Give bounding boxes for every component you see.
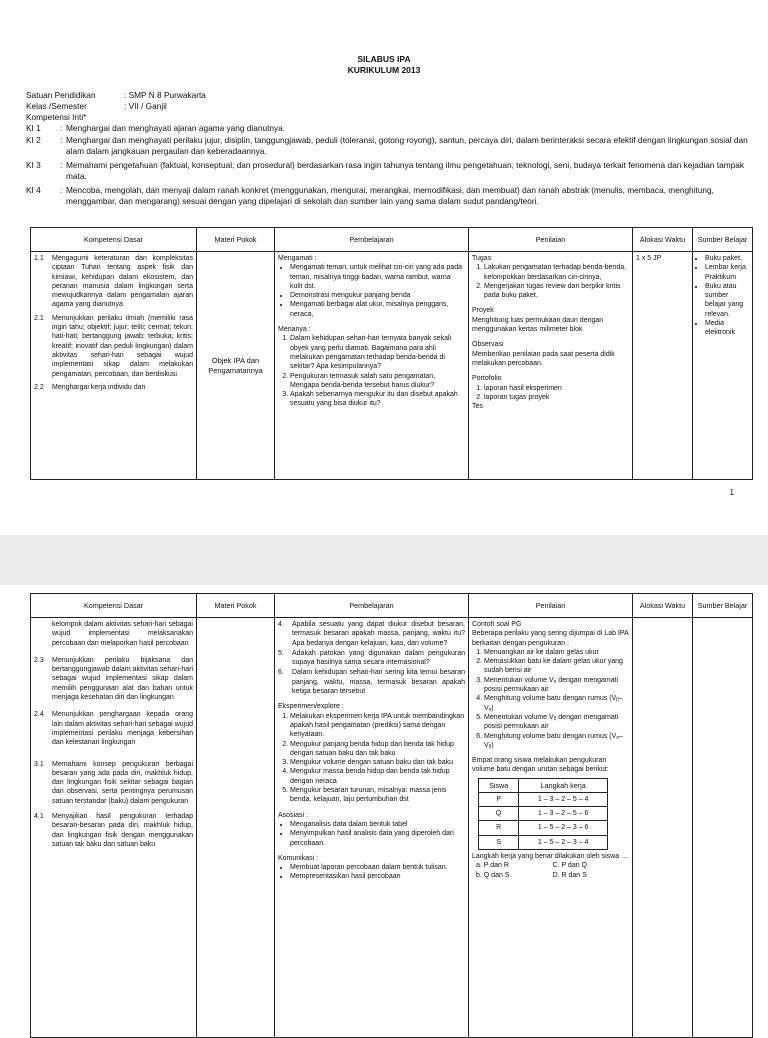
menanya-item: 5. Adakah patokan yang digunakan dalam pengukuran supaya hasilnya sama secara internasional? [278, 649, 465, 667]
proyek-text: Menghitung luas permukaan daun dengan menggunakan kertas milimeter blok [472, 316, 604, 334]
section-title: Komunikasi : [278, 854, 319, 862]
option: a. P dan R [476, 862, 509, 870]
ki-key: KI 2 [26, 135, 41, 145]
cell: 1 – 5 – 2 – 3 – 4 [519, 835, 608, 849]
kompetensi-inti-label: Kompetensi Inti* [26, 112, 87, 122]
document-title: SILABUS IPA [357, 54, 411, 64]
page-gap [0, 535, 768, 585]
kd-cell [31, 618, 197, 1038]
table-header-row [31, 228, 753, 252]
pembelajaran-cell [275, 618, 469, 1038]
section-title: Tugas [472, 255, 492, 262]
kd-item: 1.1 Mengagumi keteraturan dan kompleksitas ciptaan Tuhan tentang aspek fisik dan kimiawi, kehidupan dalam ekosistem, dan peranan manusia dalam lingkungan serta mewujudkannya dalam pengamalan ajaran agama yang dianutnya [34, 255, 193, 309]
kd-item: 2.3 Menunjukkan perilaku bijaksana dan bertanggungjawab dalam aktivitas sehari-hari sebagai wujud implementasi sikap dalam memilih penggunaan alat dan bahan untuk menjaga kesehatan diri dan lingkungan [34, 656, 193, 702]
list-item: 2. Mengerjakan tugas review dan berpikir kritis pada buku paket. [484, 282, 629, 301]
alokasi-cell: 1 x 5 JP [633, 252, 693, 480]
ki-key: KI 4 [26, 185, 41, 195]
col-header: Pembelajaran [275, 594, 469, 618]
table-row [31, 252, 753, 480]
col-header: Langkah kerja [519, 778, 608, 792]
answer-options [476, 861, 629, 880]
kd-item: 2.1 Menunjukkan perilaku ilmiah (memiliki rasa ingin tahu; objektif; jujur; teliti; cermat; tekun; hati-hati; bertanggung jawab; terbuka; kritis; kreatif; inovatif dan peduli lingkungan) dalam aktivitas sehari-hari sebagai wujud implementasi sikap dalam melakukan pengamatan, percobaan, dan berdiskusi [34, 314, 193, 378]
cell: R [479, 821, 519, 835]
list-item: 1. Melakukan eksperimen kerja IPA untuk membandingkan apakah hasil pengamatan (prediksi) sama dengan kenyataan. [290, 712, 465, 740]
eksperimen-list [278, 712, 465, 805]
cell: 1 – 3 – 2 – 5 – 6 [519, 807, 608, 821]
col-header: Sumber Belajar [693, 228, 753, 252]
list-item: 2. laporan tugas proyek [484, 393, 629, 402]
question-text: Empat orang siswa melakukan pengukuran volume batu dengan urutan sebagai berikut: [472, 757, 609, 774]
section-title: Portofolio [472, 375, 502, 383]
option: b. Q dan S [476, 871, 510, 879]
list-item: 4. Menghitung volume batu dengan rumus (Vᵦ–Vₐ) [484, 694, 629, 713]
list-item: 5. Menentukan volume Vᵦ dengan mengamati posisi permukaan air [484, 713, 629, 732]
list-item: 4. Mengukur massa benda hidup dan benda tak hidup dengan neraca [290, 767, 465, 786]
kelas-value: : VII / Ganjil [124, 101, 167, 111]
list-item: 3. Menentukan volume Vₐ dengan mengamati posisi permukaan air [484, 676, 629, 695]
ki-text: Memahami pengetahuan (faktual, konseptual, dan prosedural) berdasarkan rasa ingin tahunya tentang ilmu pengetahuan, teknologi, seni, budaya terkait fenomena dan kejadian tampak mata. [66, 160, 745, 181]
option: C. P dan Q [552, 862, 588, 870]
kd-item: 2.4 Menunjukkan penghargaan kepada orang lain dalam aktivitas sehari-hari sebagai wujud implementasi perilaku menjaga kebersihan dan kelestarian lingkungan [34, 711, 193, 747]
list-item: 2. Mengukur panjang benda hidup dan benda tak hidup dengan satuan baku dan tak baku [290, 740, 465, 759]
ki-key: KI 1 [26, 123, 41, 133]
col-header: Pembelajaran [275, 228, 469, 252]
document-page-2 [0, 585, 768, 1024]
list-item: 1. Lakukan pengamatan terhadap benda-benda, kelompokkan berdasarkan ciri-cirinya, [484, 263, 629, 282]
penilaian-cell [469, 252, 633, 480]
table-row [31, 618, 753, 1038]
col-header: Siswa [479, 778, 519, 792]
list-item: • Buku atau sumber belajar yang relevan. [705, 282, 749, 319]
section-title: Proyek [472, 307, 494, 315]
list-item: • Menganalisis data dalam bentuk tabel [290, 820, 465, 829]
asosiasi-list [278, 820, 465, 848]
kelas-label: Kelas /Semester [26, 101, 87, 111]
cell: S [479, 835, 519, 849]
table-row [479, 821, 608, 835]
table-header-row [31, 594, 753, 618]
ki-text: Menghargai dan menghayati ajaran agama yang dianutnya. [66, 123, 286, 133]
list-item: 2. Memasukkan batu ke dalam gelas ukur yang sudah berisi air [484, 657, 629, 676]
list-item: 1. laporan hasil eksperimen [484, 384, 629, 393]
langkah-table [478, 778, 608, 850]
cell: P [479, 792, 519, 806]
mengamati-list [278, 263, 465, 319]
kd-item: 4.1 Menyajikan hasil pengukuran terhadap besaran-besaran pada diri, makhluk hidup, dan lingkungan fisik dengan menggunakan satuan tak baku dan satuan baku [34, 813, 193, 848]
menanya-item: 4. Apabila sesuatu yang dapat diukur disebut besaran, termasuk besaran apakah massa, panjang, waktu itu? Apa bedanya dengan kelajuan, luas, dan volume? [278, 621, 465, 647]
answer-prompt: Langkah kerja yang benar dilakukan oleh siswa .... [472, 852, 629, 860]
ki-text: Mencoba, mengolah, dan menyaji dalam ranah konkret (menggunakan, mengurai, merangkai, memodifikasi, dan membuat) dan ranah abstrak (menulis, membaca, menghitung, menggambar, dan mengarang) sesuai dengan yang dipelajari di sekolah dan sumber lain yang sama dalam sudut pandang/teori. [66, 185, 714, 206]
list-item: • Membuat laporan percobaan dalam bentuk tulisan. [290, 863, 465, 872]
kd-item: 3.1 Memahami konsep pengukuran berbagai besaran yang ada pada diri, makhluk hidup, dan lingkungan fisik sekitar sebagai bagian dari observasi, serta pentingnya perumusan satuan terstandar (baku) dalam pengukuran [34, 760, 193, 805]
menanya-item: 6. Dalam kehidupan sehari-hari sering kita temui besaran panjang, waktu, massa, termasuk besaran apakah ketiga besaran tersebut [278, 669, 465, 696]
list-item: • Mempresentasikan hasil percobaan [290, 872, 465, 881]
syllabus-table-page-1 [30, 227, 753, 480]
col-header: Kompetensi Dasar [31, 228, 197, 252]
option: D. R dan S [552, 871, 587, 879]
alokasi-cell [633, 618, 693, 1038]
sumber-cell [693, 252, 753, 480]
satuan-label: Satuan Pendidikan [26, 90, 96, 100]
list-item: 2. Pengukuran termasuk salah satu pengamatan, Mengapa benda-benda tersebut harus diukur? [290, 372, 465, 391]
list-item: • Demonstrasi mengukur panjang benda [290, 291, 465, 300]
list-item: • Buku paket, [705, 254, 749, 263]
col-header: Kompetensi Dasar [31, 594, 197, 618]
col-header: Penilaian [469, 594, 633, 618]
list-item: • Menyimpulkan hasil analisis data yang diperoleh dari percobaan. [290, 829, 465, 848]
table-row [479, 792, 608, 806]
col-header: Alokasi Waktu [633, 228, 693, 252]
tugas-list [472, 263, 629, 300]
list-item: • Mengamati teman, untuk melihat ciri-ciri yang ada pada teman, misalnya tinggi badan, warna rambut, warna kulit dst. [290, 263, 465, 291]
col-header: Alokasi Waktu [633, 594, 693, 618]
section-title: Asosiasi : [278, 811, 308, 819]
col-header: Materi Pokok [197, 594, 275, 618]
menanya-list [278, 334, 465, 408]
list-item: 1. Dalam kehidupan sehari-hari ternyata banyak sekali obyek yang perlu diamati. Bagaimana para ahli melakukan pengamatan terhadap benda-benda di sekitar? Apa kesimpulannya? [290, 334, 465, 371]
tes-text: Tes [472, 403, 483, 411]
materi-cell: Objek IPA dan Pengamatannya [197, 252, 275, 480]
langkah-list [472, 648, 629, 750]
pembelajaran-cell [275, 252, 469, 480]
list-item: 5. Mengukur besaran turunan, misalnya: massa jenis benda, kelajuan, laju pertumbuhan dst [290, 786, 465, 805]
sumber-list [696, 254, 749, 338]
syllabus-table-page-2 [30, 593, 753, 1038]
ki-text: Menghargai dan menghayati perilaku jujur, disiplin, tanggungjawab, peduli (toleransi, gotong royong), santun, percaya diri, dalam berinteraksi secara efektif dengan lingkungan sosial dan alam dalam jangkauan pergaulan dan keberadaannya. [66, 135, 748, 156]
sumber-cell [693, 618, 753, 1038]
ki-key: KI 3 [26, 160, 41, 170]
document-page-1: SILABUS IPA KURIKULUM 2013 Satuan Pendidikan : SMP N 8 Purwakarta Kelas /Semester : VII / Ganjil Kompetensi Inti* KI 1 : Menghargai dan menghayati ajaran agama yang dianutnya. KI 2 : Menghargai dan menghayati perilaku jujur, disiplin, tanggungjawab, peduli (toleransi, gotong royong), santun, percaya diri, dalam berinteraksi secara efektif dengan lingkungan sosial dan alam dalam jangkauan pergaulan dan keberadaannya. KI 3 : Memahami pengetahuan (faktual, konseptual, dan prosedural) berdasarkan rasa ingin tahunya tentang ilmu pengetahuan, teknologi, seni, budaya terkait fenomena dan kejadian tampak mata. KI 4 : Mencoba, mengolah, dan menyaji dalam ranah konkret (menggunakan, mengurai, merangkai, memodifikasi, dan membuat) dan ranah abstrak (menulis, membaca, menghitung, menggambar, dan mengarang) sesuai dengan yang dipelajari di sekolah dan sumber lain yang sama dalam sudut pandang/teori. Kompetensi Dasar Materi Pokok Pembelajaran Penilaian Alokasi Waktu Sumber Belajar 1.1 Mengagumi keteraturan dan kompleksitas ciptaan Tuhan tentang aspek fisik dan kimiawi, kehidupan dalam ekosistem, dan peranan manusia dalam lingkungan serta mewujudkannya dalam pengamalan ajaran agama yang dianutnya 2.1 Menunjukkan perilaku ilmiah (memiliki rasa ingin tahu; objektif; jujur; teliti; cermat; tekun; hati-hati; bertanggung jawab; terbuka; kritis; kreatif; inovatif dan peduli lingkungan) dalam aktivitas sehari-hari sebagai wujud implementasi sikap dalam melakukan pengamatan, percobaan, dan berdiskusi 2.2 Menghargai kerja individu dan Objek IPA dan Pengamatannya Mengamati : • Mengamati teman, untuk melihat ciri-ciri yang ada pada teman, misalnya tinggi badan, warna rambut, warna kulit dst. • Demonstrasi mengukur panjang benda • Mengamati berbagai alat ukur, misalnya penggaris, neraca, Menanya : 1. Dalam kehidupan sehari-hari ternyata banyak sekali obyek yang perlu diamati. Bagaimana para ahli melakukan pengamatan terhadap benda-benda di sekitar? Apa kesimpulannya? 2. Pengukuran termasuk salah satu pengamatan, Mengapa benda-benda tersebut harus diukur? 3. Apakah sebenarnya mengukur itu dan disebut apakah sesuatu yang bisa diukur itu? Tugas 1. Lakukan pengamatan terhadap benda-benda, kelompokkan berdasarkan ciri-cirinya, 2. Mengerjakan tugas review dan berpikir kritis pada buku paket. Proyek Menghitung luas permukaan daun dengan menggunakan kertas milimeter blok Observasi Memberikan penilaian pada saat peserta didik melakukan percobaan. Portofolio 1. laporan hasil eksperimen 2. laporan tugas proyek Tes 1 x 5 JP • Buku paket, • Lembar kerja Praktikum • Buku atau sumber belajar yang relevan. • Media elektronik 1 [0, 0, 768, 535]
section-title: Contoh soal PG [472, 621, 522, 628]
list-item: • Media elektronik [705, 319, 749, 338]
kd-item: 2.2 Menghargai kerja individu dan [34, 383, 146, 391]
col-header: Materi Pokok [197, 228, 275, 252]
list-item: 3. Apakah sebenarnya mengukur itu dan disebut apakah sesuatu yang bisa diukur itu? [290, 390, 465, 409]
komunikasi-list [278, 863, 465, 882]
list-item: • Mengamati berbagai alat ukur, misalnya penggaris, neraca, [290, 300, 465, 319]
observasi-text: Memberikan penilaian pada saat peserta didik melakukan percobaan. [472, 350, 615, 367]
cell: 1 – 5 – 2 – 3 – 6 [519, 821, 608, 835]
penilaian-cell [469, 618, 633, 1038]
list-item: 6. Menghitung volume batu dengan rumus (Vₐ–Vᵦ) [484, 732, 629, 751]
materi-cell [197, 618, 275, 1038]
portfolio-list [472, 384, 629, 403]
list-item: 3. Mengukur volume dengan satuan baku dan tak baku [290, 758, 465, 767]
table-row [479, 807, 608, 821]
col-header: Penilaian [469, 228, 633, 252]
section-title: Mengamati : [278, 255, 317, 262]
kd-cell [31, 252, 197, 480]
satuan-value: : SMP N 8 Purwakarta [124, 90, 206, 100]
document-subtitle: KURIKULUM 2013 [347, 65, 421, 75]
page-number: 1 [729, 488, 734, 497]
kd-item: kelompok dalam aktivitas sehari-hari sebagai wujud implementasi melaksanakan percobaan dan melaporkan hasil percobaan [52, 621, 193, 647]
list-item: • Lembar kerja Praktikum [705, 263, 749, 282]
table-row [479, 835, 608, 849]
list-item: 1. Menuangkan air ke dalam gelas ukur [484, 648, 629, 657]
section-title: Observasi [472, 341, 504, 349]
col-header: Sumber Belajar [693, 594, 753, 618]
cell: 1 – 3 – 2 – 5 – 4 [519, 792, 608, 806]
section-title: Menanya : [278, 326, 311, 334]
intro-text: Beberapa perilaku yang sering dijumpai di Lab IPA berkaitan dengan pengukuran : [472, 630, 629, 647]
cell: Q [479, 807, 519, 821]
section-title: Eksperimen/explore : [278, 703, 344, 711]
